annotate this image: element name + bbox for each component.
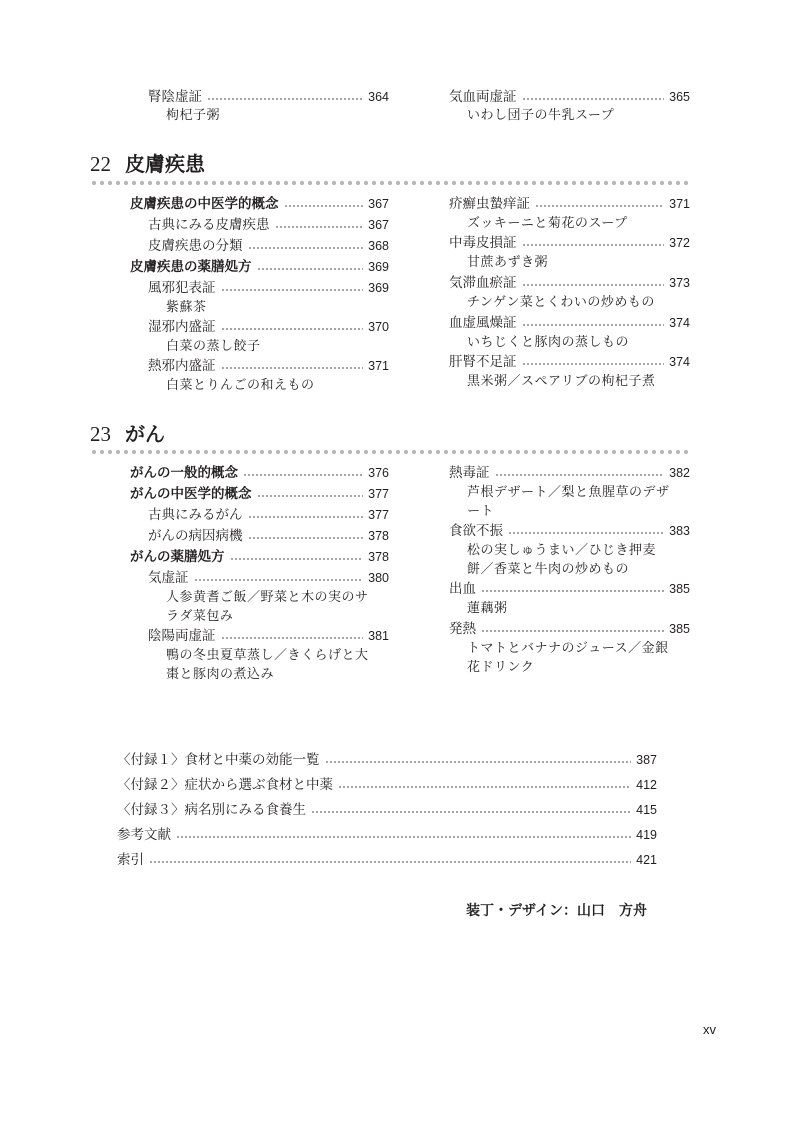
dot-leader: [522, 284, 665, 286]
entry-title: 肝腎不足証: [449, 354, 517, 370]
entry-title: がんの病因病機: [148, 528, 243, 544]
dot-leader: [522, 363, 665, 365]
entry-title: 気虚証: [148, 570, 189, 586]
toc-entry: [130, 193, 389, 215]
entry-page: 368: [368, 239, 389, 253]
entry-page: 367: [368, 197, 389, 211]
section-heading-22: [90, 150, 205, 178]
entry-title: 〈付録１〉食材と中薬の効能一覧: [117, 752, 320, 768]
appendix-entry: [117, 799, 657, 821]
dot-leader: [221, 367, 364, 369]
dot-leader: [508, 532, 664, 534]
toc-entry: [130, 546, 389, 568]
recipe-line: 甘蔗あずき粥: [467, 255, 549, 270]
recipe-line: ラダ菜包み: [166, 609, 234, 624]
entry-title: 中毒皮損証: [449, 235, 517, 251]
entry-title: 参考文献: [117, 827, 171, 843]
entry-page: 371: [669, 197, 690, 211]
entry-page: 378: [368, 550, 389, 564]
section-number: 22: [90, 152, 111, 176]
entry-page: 374: [669, 355, 690, 369]
dot-leader: [311, 811, 631, 813]
dot-leader: [221, 637, 364, 639]
dot-leader: [481, 630, 664, 632]
recipe-line: 棗と豚肉の煮込み: [166, 667, 275, 682]
entry-page: 372: [669, 236, 690, 250]
dot-leader: [338, 786, 631, 788]
entry-page: 364: [368, 90, 389, 104]
entry-page: 371: [368, 359, 389, 373]
toc-entry: [449, 578, 690, 600]
toc-entry: [130, 462, 389, 484]
dot-leader: [221, 328, 364, 330]
entry-page: 421: [636, 853, 657, 867]
entry-page: 370: [368, 320, 389, 334]
toc-entry: [148, 316, 389, 338]
entry-page: 373: [669, 276, 690, 290]
entry-title: 皮膚疾患の中医学的概念: [130, 196, 279, 212]
entry-page: 369: [368, 281, 389, 295]
recipe-line: いわし団子の牛乳スープ: [467, 108, 615, 123]
recipe-line: ズッキーニと菊花のスープ: [467, 216, 628, 231]
dot-leader: [495, 474, 665, 476]
toc-entry: [449, 312, 690, 334]
recipe-line: 松の実しゅうまい／ひじき押麦: [467, 543, 657, 558]
entry-page: 381: [368, 629, 389, 643]
recipe-line: 紫蘇茶: [166, 300, 207, 315]
entry-title: 陰陽両虚証: [148, 628, 216, 644]
entry-title: 気血両虚証: [449, 89, 517, 105]
entry-title: 風邪犯表証: [148, 280, 216, 296]
section-title: がん: [125, 422, 165, 446]
dot-leader: [248, 516, 364, 518]
toc-entry: [148, 235, 389, 257]
entry-title: 湿邪内盛証: [148, 319, 216, 335]
recipe-line: 枸杞子粥: [166, 108, 221, 123]
dot-leader: [522, 324, 665, 326]
toc-entry-jinin: [148, 86, 389, 108]
section-divider: [90, 449, 690, 455]
toc-entry: [449, 618, 690, 640]
entry-page: 382: [669, 466, 690, 480]
entry-page: 419: [636, 828, 657, 842]
toc-entry: [449, 232, 690, 254]
entry-page: 412: [636, 778, 657, 792]
entry-title: 熱毒証: [449, 465, 490, 481]
recipe-line: ート: [467, 504, 495, 519]
dot-leader: [230, 558, 364, 560]
section-divider: [90, 180, 690, 186]
entry-title: 食欲不振: [449, 523, 503, 539]
toc-entry: [148, 525, 389, 547]
toc-entry: [148, 214, 389, 236]
entry-page: 376: [368, 466, 389, 480]
toc-entry: [148, 355, 389, 377]
entry-title: 腎陰虚証: [148, 89, 202, 105]
recipe-line: 蓮藕粥: [467, 601, 508, 616]
entry-page: 380: [368, 571, 389, 585]
entry-title: 発熱: [449, 621, 476, 637]
design-credit: 装丁・デザイン：山口 方舟: [466, 903, 648, 919]
toc-entry: [148, 277, 389, 299]
dot-leader: [275, 226, 364, 228]
entry-page: 367: [368, 218, 389, 232]
entry-page: 377: [368, 508, 389, 522]
entry-title: がんの薬膳処方: [130, 549, 225, 565]
recipe-line: 白菜とりんごの和えもの: [166, 378, 315, 393]
toc-entry: [130, 256, 389, 278]
entry-title: 索引: [117, 852, 144, 868]
dot-leader: [248, 247, 364, 249]
recipe-line: トマトとバナナのジュース／金銀: [467, 641, 669, 656]
toc-entry-kiketsu: [449, 86, 690, 108]
toc-entry: [449, 462, 690, 484]
entry-title: 皮膚疾患の分類: [148, 238, 243, 254]
dot-leader: [481, 590, 664, 592]
entry-page: 383: [669, 524, 690, 538]
recipe-line: いちじくと豚肉の蒸しもの: [467, 335, 630, 350]
entry-title: 血虚風燥証: [449, 315, 517, 331]
recipe-line: 餅／香菜と牛肉の炒めもの: [467, 562, 630, 577]
dot-leader: [257, 268, 364, 270]
recipe-line: 人参黄耆ご飯／野菜と木の実のサ: [166, 590, 369, 605]
entry-title: 〈付録２〉症状から選ぶ食材と中薬: [117, 777, 333, 793]
recipe-line: チンゲン菜とくわいの炒めもの: [467, 295, 655, 310]
entry-title: 〈付録３〉病名別にみる食養生: [117, 802, 306, 818]
dot-leader: [221, 289, 364, 291]
dot-leader: [325, 761, 632, 763]
dot-leader: [207, 98, 363, 100]
entry-page: 378: [368, 529, 389, 543]
entry-page: 374: [669, 316, 690, 330]
entry-title: 古典にみる皮膚疾患: [148, 217, 270, 233]
entry-title: 皮膚疾患の薬膳処方: [130, 259, 252, 275]
toc-entry: [449, 351, 690, 373]
recipe-line: 芦根デザート／梨と魚腥草のデザ: [467, 485, 670, 500]
entry-title: 熱邪内盛証: [148, 358, 216, 374]
entry-title: 疥癬虫蟄痒証: [449, 196, 530, 212]
entry-title: がんの一般的概念: [130, 465, 238, 481]
entry-title: 出血: [449, 581, 476, 597]
entry-title: 気滞血瘀証: [449, 275, 517, 291]
dot-leader: [522, 244, 665, 246]
recipe-line: 白菜の蒸し餃子: [166, 339, 261, 354]
section-number: 23: [90, 422, 111, 446]
toc-entry: [148, 625, 389, 647]
entry-title: 古典にみるがん: [148, 507, 243, 523]
appendix-entry: [117, 749, 657, 771]
recipe-line: 花ドリンク: [467, 660, 535, 675]
page-number: xv: [703, 1022, 716, 1037]
recipe-line: 黒米粥／スペアリブの枸杞子煮: [467, 374, 656, 389]
dot-leader: [248, 537, 364, 539]
dot-leader: [194, 579, 364, 581]
appendix-entry: [117, 774, 657, 796]
entry-title: がんの中医学的概念: [130, 486, 252, 502]
recipe-line: 鴨の冬虫夏草蒸し／きくらげと大: [166, 648, 369, 663]
section-heading-23: [90, 420, 165, 448]
dot-leader: [535, 205, 664, 207]
entry-page: 377: [368, 487, 389, 501]
entry-page: 369: [368, 260, 389, 274]
entry-page: 385: [669, 622, 690, 636]
dot-leader: [176, 836, 631, 838]
dot-leader: [522, 98, 665, 100]
dot-leader: [243, 474, 363, 476]
dot-leader: [257, 495, 364, 497]
appendix-entry: [117, 849, 657, 871]
entry-page: 387: [636, 753, 657, 767]
entry-page: 385: [669, 582, 690, 596]
toc-entry: [130, 483, 389, 505]
section-title: 皮膚疾患: [125, 152, 205, 176]
toc-entry: [449, 272, 690, 294]
toc-entry: [148, 504, 389, 526]
toc-entry: [449, 520, 690, 542]
entry-page: 365: [669, 90, 690, 104]
toc-entry: [449, 193, 690, 215]
dot-leader: [149, 861, 631, 863]
dot-leader: [284, 205, 364, 207]
appendix-entry: [117, 824, 657, 846]
entry-page: 415: [636, 803, 657, 817]
toc-entry: [148, 567, 389, 589]
